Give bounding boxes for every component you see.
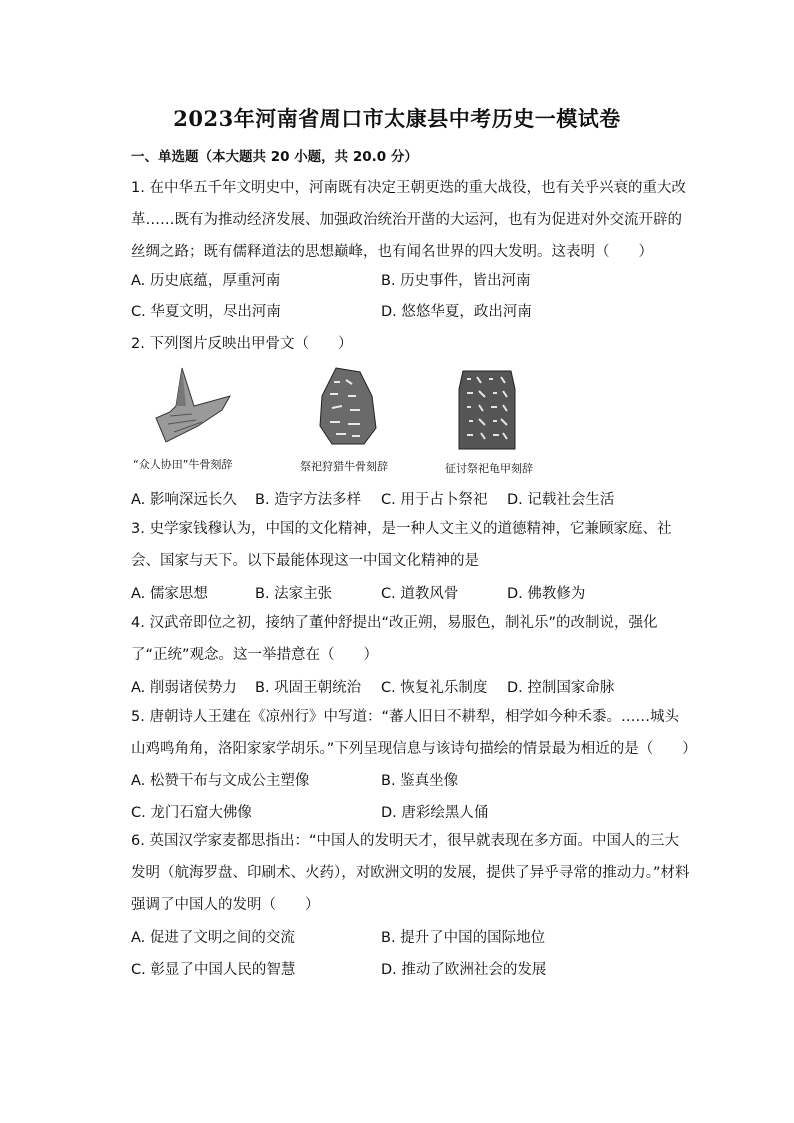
question-5-stem: 5. 唐朝诗人王建在《凉州行》中写道：“蕃人旧日不耕犁，相学如今种禾黍。……城头山鸡鸣角角，洛阳家家学胡乐。”下列呈现信息与该诗句描绘的情景最为相近的是（ ） — [131, 709, 697, 757]
option-b[interactable]: B. 法家主张 — [255, 586, 333, 602]
option-b[interactable]: B. 鉴真坐像 — [381, 773, 459, 789]
oracle-bone-image-2 — [316, 366, 380, 450]
option-c[interactable]: C. 华夏文明，尽出河南 — [131, 304, 281, 320]
option-c[interactable]: C. 道教风骨 — [381, 586, 459, 602]
option-d[interactable]: D. 佛教修为 — [507, 586, 586, 602]
option-a[interactable]: A. 影响深远长久 — [131, 492, 237, 508]
section-heading: 一、单选题（本大题共 20 小题，共 20.0 分） — [131, 149, 418, 165]
option-c[interactable]: C. 恢复礼乐制度 — [381, 680, 488, 696]
question-6-stem: 6. 英国汉学家麦都思指出：“中国人的发明天才，很早就表现在多方面。中国人的三大发明（航海罗盘、印刷术、火药），对欧洲文明的发展，提供了异乎寻常的推动力。”材料强调了中国人的发明（ ） — [131, 833, 690, 913]
option-a[interactable]: A. 松赞干布与文成公主塑像 — [131, 773, 310, 789]
tortoise-shell-image — [457, 369, 517, 455]
option-a[interactable]: A. 削弱诸侯势力 — [131, 680, 237, 696]
exam-title: 2023年河南省周口市太康县中考历史一模试卷 — [173, 106, 621, 131]
option-c[interactable]: C. 用于占卜祭祀 — [381, 492, 488, 508]
option-d[interactable]: D. 控制国家命脉 — [507, 680, 615, 696]
question-1-stem: 1. 在中华五千年文明史中，河南既有决定王朝更迭的重大战役，也有关乎兴衰的重大改革……既有为推动经济发展、加强政治统治开凿的大运河，也有为促进对外交流开辟的丝绸之路；既有儒释道法的思想巅峰，也有闻名世界的四大发明。这表明（ ） — [131, 180, 686, 260]
oracle-bone-image-1 — [152, 366, 234, 448]
figure-caption-3: 征讨祭祀龟甲刻辞 — [445, 462, 533, 475]
option-d[interactable]: D. 记载社会生活 — [507, 492, 615, 508]
option-a[interactable]: A. 儒家思想 — [131, 586, 208, 602]
option-b[interactable]: B. 历史事件，皆出河南 — [381, 273, 531, 289]
option-b[interactable]: B. 造字方法多样 — [255, 492, 362, 508]
option-a[interactable]: A. 历史底蕴，厚重河南 — [131, 273, 281, 289]
question-2-stem: 2. 下列图片反映出甲骨文（ ） — [131, 336, 353, 352]
option-d[interactable]: D. 悠悠华夏，政出河南 — [381, 304, 532, 320]
question-4-stem: 4. 汉武帝即位之初，接纳了董仲舒提出“改正朔，易服色，制礼乐”的改制说，强化了“正统”观念。这一举措意在（ ） — [131, 615, 658, 663]
figure-caption-2: 祭祀狩猎牛骨刻辞 — [300, 460, 388, 473]
option-d[interactable]: D. 唐彩绘黑人俑 — [381, 805, 489, 821]
option-d[interactable]: D. 推动了欧洲社会的发展 — [381, 962, 547, 978]
option-b[interactable]: B. 巩固王朝统治 — [255, 680, 362, 696]
option-c[interactable]: C. 彰显了中国人民的智慧 — [131, 962, 296, 978]
figure-caption-1: “众人协田”牛骨刻辞 — [133, 458, 233, 471]
option-a[interactable]: A. 促进了文明之间的交流 — [131, 930, 295, 946]
question-3-stem: 3. 史学家钱穆认为，中国的文化精神，是一种人文主义的道德精神，它兼顾家庭、社会、国家与天下。以下最能体现这一中国文化精神的是 — [131, 521, 672, 569]
option-c[interactable]: C. 龙门石窟大佛像 — [131, 805, 252, 821]
option-b[interactable]: B. 提升了中国的国际地位 — [381, 930, 546, 946]
